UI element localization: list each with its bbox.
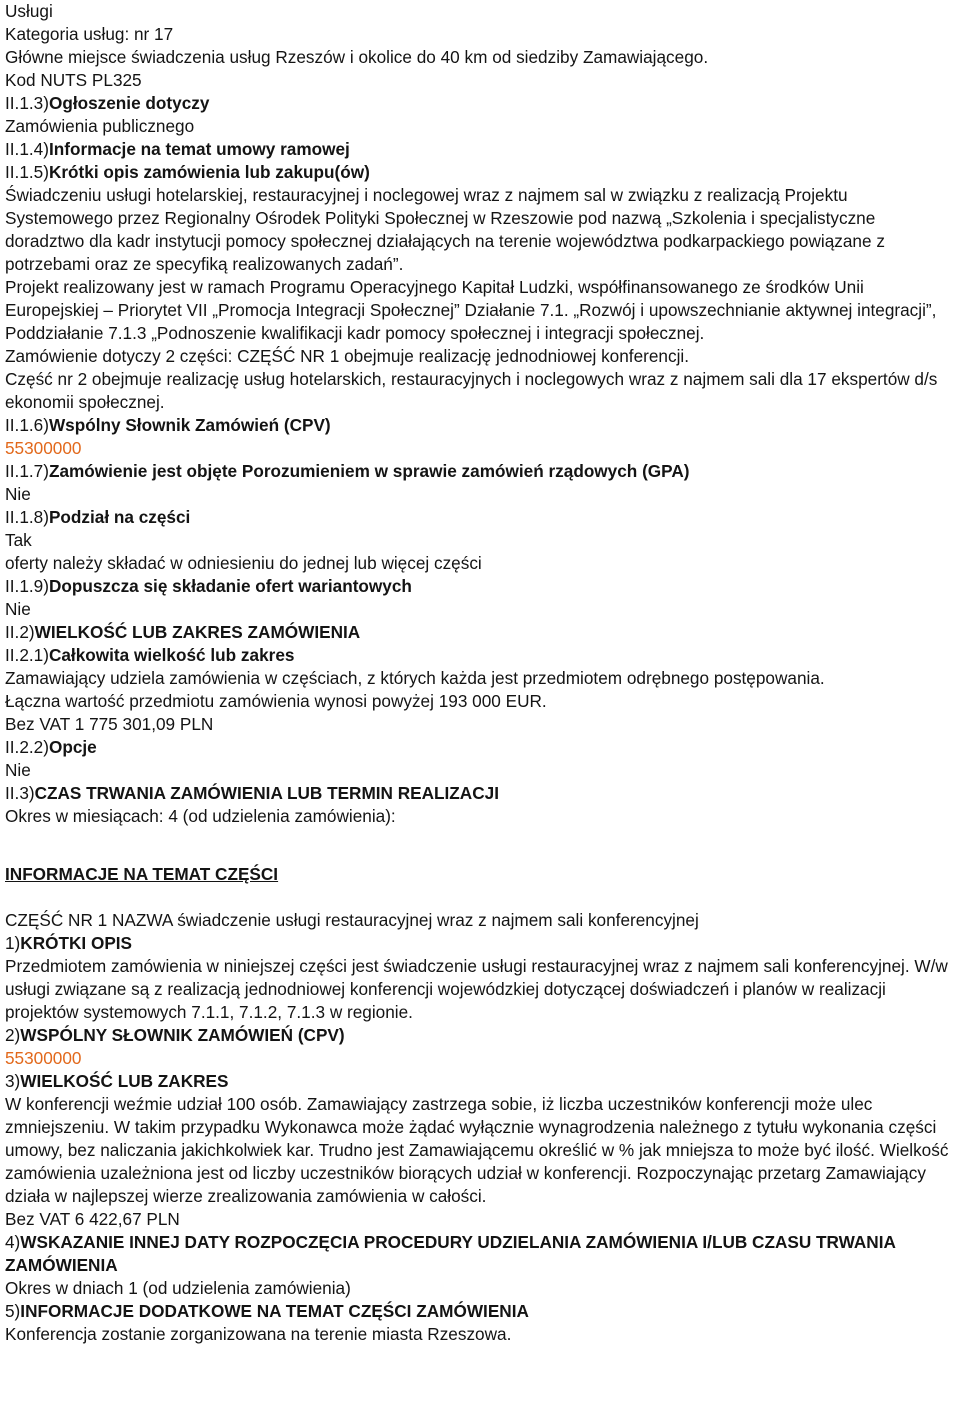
item-value: Tak: [5, 530, 32, 550]
item-label: INFORMACJE DODATKOWE NA TEMAT CZĘŚCI ZAMÓWIENIA: [20, 1301, 529, 1321]
cpv-code: 55300000: [5, 438, 82, 458]
item-note: oferty należy składać w odniesieniu do jednej lub więcej części: [5, 553, 482, 573]
item-label: CZAS TRWANIA ZAMÓWIENIA LUB TERMIN REALIZACJI: [34, 783, 499, 803]
scope-line: Zamawiający udziela zamówienia w częściach, z których każda jest przedmiotem odrębnego postępowania.: [5, 668, 825, 688]
item-heading-ii-2: [5, 621, 956, 644]
item-value: Nie: [5, 760, 31, 780]
item-number: II.2.1): [5, 645, 49, 665]
part-item-heading-1: [5, 932, 956, 955]
item-number: 3): [5, 1071, 21, 1091]
item-number: II.1.8): [5, 507, 49, 527]
total-value-line: Łączna wartość przedmiotu zamówienia wynosi powyżej 193 000 EUR.: [5, 691, 547, 711]
item-value: Okres w miesiącach: 4 (od udzielenia zamówienia):: [5, 806, 396, 826]
item-number: II.2.2): [5, 737, 49, 757]
item-label: Opcje: [48, 737, 97, 757]
item-heading-ii-2-1: [5, 644, 956, 667]
cpv-code: 55300000: [5, 1048, 82, 1068]
item-heading-ii-1-4: [5, 138, 956, 161]
item-heading-ii-1-8: [5, 506, 956, 529]
item-value: Zamówienia publicznego: [5, 116, 195, 136]
vat-amount: Bez VAT 6 422,67 PLN: [5, 1209, 180, 1229]
section-title: Usługi: [5, 1, 53, 21]
item-heading-ii-2-2: [5, 736, 956, 759]
item-number: II.1.5): [5, 162, 49, 182]
item-number: 5): [5, 1301, 21, 1321]
description-paragraph: Część nr 2 obejmuje realizację usług hotelarskich, restauracyjnych i noclegowych wraz z najmem sali dla 17 ekspertów d/s ekonomii społecznej.: [5, 369, 938, 412]
item-number: II.1.9): [5, 576, 49, 596]
part-item-heading-2: [5, 1024, 956, 1047]
item-label: WIELKOŚĆ LUB ZAKRES: [20, 1071, 229, 1091]
item-label: WIELKOŚĆ LUB ZAKRES ZAMÓWIENIA: [34, 622, 361, 642]
part-item-heading-4: [5, 1231, 956, 1277]
item-number: 1): [5, 933, 21, 953]
item-label: WSKAZANIE INNEJ DATY ROZPOCZĘCIA PROCEDURY UDZIELANIA ZAMÓWIENIA I/LUB CZASU TRWANIA ZAMÓWIENIA: [5, 1232, 896, 1275]
item-value: Okres w dniach 1 (od udzielenia zamówienia): [5, 1278, 351, 1298]
item-label: Podział na części: [48, 507, 191, 527]
item-heading-ii-1-9: [5, 575, 956, 598]
item-value: Konferencja zostanie zorganizowana na terenie miasta Rzeszowa.: [5, 1324, 512, 1344]
description-paragraph: Projekt realizowany jest w ramach Programu Operacyjnego Kapitał Ludzki, współfinansowanego ze środków Unii Europejskiej – Priorytet VII „Promocja Integracji Społecznej” Działanie 7.1. „Rozwój i upowszechnianie aktywnej integracji”, Poddziałanie 7.1.3 „Podnoszenie kwalifikacji kadr pomocy społecznej i integracji społecznej.: [5, 277, 937, 343]
item-label: Informacje na temat umowy ramowej: [48, 139, 350, 159]
item-number: II.1.3): [5, 93, 49, 113]
part-scope-text: W konferencji weźmie udział 100 osób. Zamawiający zastrzega sobie, iż liczba uczestników konferencji może ulec zmniejszeniu. W takim przypadku Wykonawca może żądać wyłącznie wynagrodzenia należnego z tytułu wykonania części umowy, bez naliczania jakichkolwiek kar. Trudno jest Zamawiającemu określić w % jak mniejsza to może być ilość. Wielkość zamówienia uzależniona jest od liczby uczestników biorących udział w konferencji. Rozpoczynając przetarg Zamawiający działa w najlepszej wierze zrealizowania zamówienia w całości.: [5, 1094, 949, 1206]
main-place: Główne miejsce świadczenia usług Rzeszów i okolice do 40 km od siedziby Zamawiającego.: [5, 47, 709, 67]
service-category: Kategoria usług: nr 17: [5, 24, 174, 44]
item-label: Krótki opis zamówienia lub zakupu(ów): [48, 162, 370, 182]
item-heading-ii-1-7: [5, 460, 956, 483]
item-heading-ii-1-3: [5, 92, 956, 115]
item-label: Całkowita wielkość lub zakres: [48, 645, 295, 665]
item-label: WSPÓLNY SŁOWNIK ZAMÓWIEŃ (CPV): [20, 1025, 345, 1045]
nuts-code: Kod NUTS PL325: [5, 70, 142, 90]
item-number: II.1.7): [5, 461, 49, 481]
item-label: Dopuszcza się składanie ofert wariantowych: [48, 576, 412, 596]
vat-amount: Bez VAT 1 775 301,09 PLN: [5, 714, 214, 734]
item-label: Zamówienie jest objęte Porozumieniem w sprawie zamówień rządowych (GPA): [48, 461, 690, 481]
item-number: 4): [5, 1232, 21, 1252]
description-paragraph: Zamówienie dotyczy 2 części: CZĘŚĆ NR 1 obejmuje realizację jednodniowej konferencji.: [5, 346, 689, 366]
item-value: Nie: [5, 484, 31, 504]
item-label: KRÓTKI OPIS: [20, 933, 133, 953]
item-label: Wspólny Słownik Zamówień (CPV): [48, 415, 331, 435]
description-paragraph: Świadczeniu usługi hotelarskiej, restauracyjnej i noclegowej wraz z najmem sal w związku z realizacją Projektu Systemowego przez Regionalny Ośrodek Polityki Społecznej w Rzeszowie pod nazwą „Szkolenia i specjalistyczne doradztwo dla kadr instytucji pomocy społecznej działających na terenie województwa podkarpackiego powiązane z potrzebami oraz ze specyfiką realizowanych zadań”.: [5, 185, 885, 274]
item-number: 2): [5, 1025, 21, 1045]
item-label: Ogłoszenie dotyczy: [48, 93, 210, 113]
item-value: Nie: [5, 599, 31, 619]
item-heading-ii-1-6: [5, 414, 956, 437]
item-number: II.2): [5, 622, 35, 642]
item-heading-ii-3: [5, 782, 956, 805]
part-title: CZĘŚĆ NR 1 NAZWA świadczenie usługi restauracyjnej wraz z najmem sali konferencyjnej: [5, 910, 699, 930]
part-description: Przedmiotem zamówienia w niniejszej części jest świadczenie usługi restauracyjnej wraz z najmem sali konferencyjnej. W/w usługi związane są z realizacją jednodniowej konferencji wojewódzkiej dotyczącej doświadczeń i planów w realizacji projektów systemowych 7.1.1, 7.1.2, 7.1.3 w regionie.: [5, 956, 948, 1022]
item-number: II.1.6): [5, 415, 49, 435]
parts-heading: INFORMACJE NA TEMAT CZĘŚCI: [5, 864, 279, 884]
item-heading-ii-1-5: [5, 161, 956, 184]
part-item-heading-5: [5, 1300, 956, 1323]
item-number: II.1.4): [5, 139, 49, 159]
part-item-heading-3: [5, 1070, 956, 1093]
item-number: II.3): [5, 783, 35, 803]
